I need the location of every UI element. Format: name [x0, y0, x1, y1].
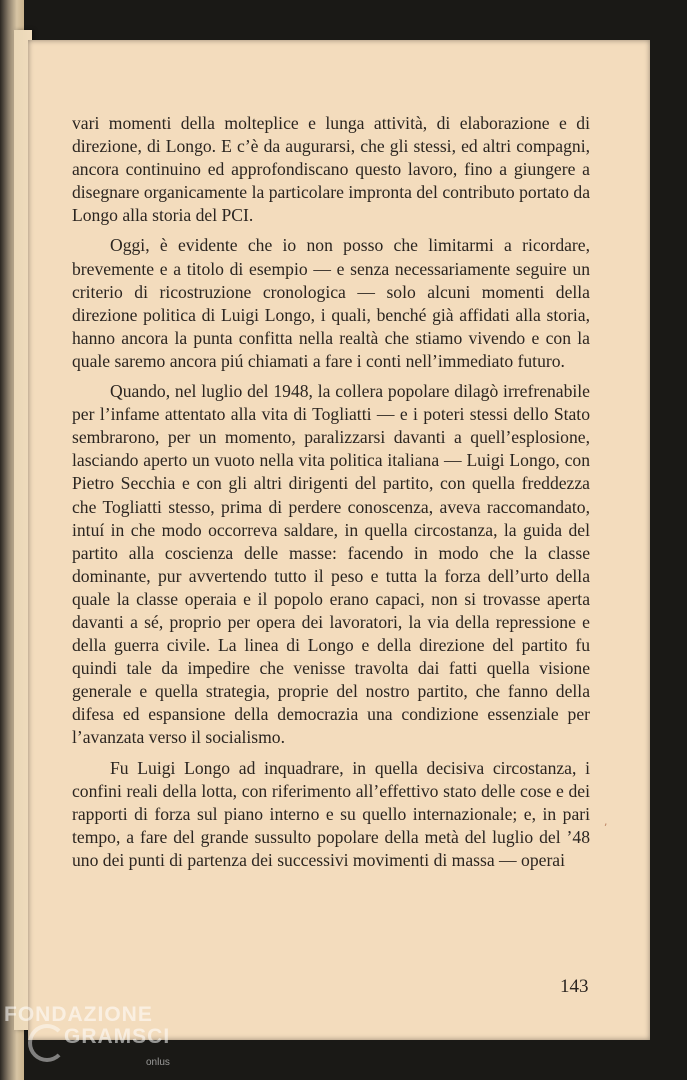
watermark-line2: GRAMSCI [64, 1025, 171, 1048]
paragraph-2: Oggi, è evidente che io non posso che limitarmi a ricordare, brevemente e a titolo di esempio — e senza necessariamente seguire un criterio di ricostruzione cronologica — solo alcuni momenti della direzione politica di Luigi Longo, i quali, benché già affidati alla storia, hanno ancora la punta confitta nella realtà che stiamo vivendo e con la quale saremo ancora piú chiamati a fare i conti nell’immediato futuro. [72, 235, 590, 371]
paragraph-1: vari momenti della molteplice e lunga attività, di elaborazione e di direzione, di Longo. E c’è da augurarsi, che gli stessi, ed altri compagni, ancora continuino ed approfondiscano questo lavoro, fino a giungere a disegnare organicamente la particolare impronta del contributo portato da Longo alla storia del PCI. [72, 113, 590, 226]
ink-mark: ’ [604, 823, 608, 834]
paragraph-4: Fu Luigi Longo ad inquadrare, in quella decisiva circostanza, i confini reali della lotta, con riferimento all’effettivo stato delle cose e dei rapporti di forza sul piano interno e su quello internazionale; e, in pari tempo, a fare del grande sussulto popolare della metà del luglio del ’48 uno dei punti di partenza dei successivi movimenti di massa — operai [72, 757, 590, 870]
body-text [72, 112, 590, 879]
page-number: 143 [560, 976, 589, 997]
watermark-line1: FONDAZIONE [4, 1003, 153, 1026]
watermark-suffix: onlus [146, 1057, 170, 1068]
watermark [4, 1003, 171, 1068]
paragraph-3: Quando, nel luglio del 1948, la collera popolare dilagò irrefrenabile per l’infame attentato alla vita di Togliatti — e i poteri stessi dello Stato sembrarono, per un momento, paralizzarsi davanti a quell’esplosione, lasciando aperto un vuoto nella vita politica italiana — Luigi Longo, con Pietro Secchia e con gli altri dirigenti del partito, con quella freddezza che Togliatti stesso, prima di perdere conoscenza, aveva raccomandato, intuí in che modo occorreva saldare, in quella circostanza, la guida del partito alla coscienza delle masse: facendo in modo che la classe dominante, pur avvertendo tutto il peso e tutta la forza dell’urto della quale la classe operaia e il popolo erano capaci, non si trovasse aperta davanti a sé, proprio per opera dei lavoratori, la via della repressione e della guerra civile. La linea di Longo e della direzione del partito fu quindi tale da impedire che venisse travolta dai fatti quella visione generale e quella strategia, proprie del nostro partito, che fanno della difesa ed espansione della democrazia una condizione essenziale per l’avanzata verso il socialismo. [72, 381, 590, 748]
